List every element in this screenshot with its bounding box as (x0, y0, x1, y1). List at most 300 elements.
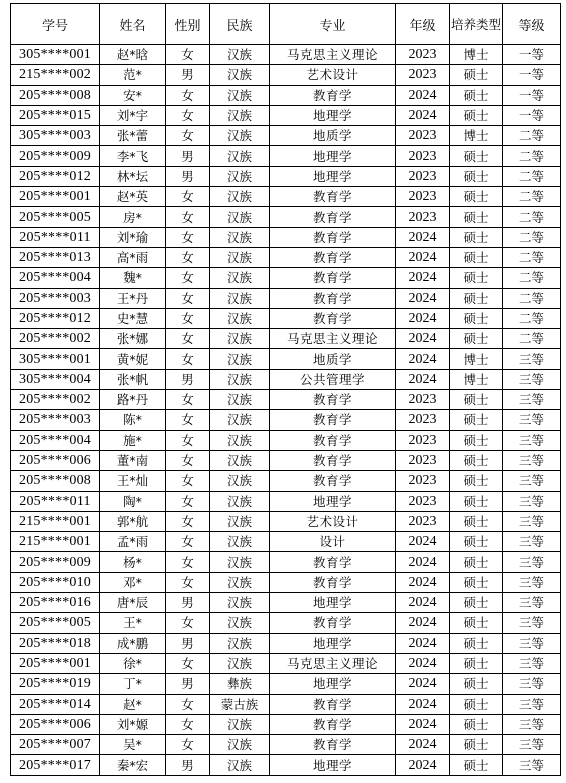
table-row (11, 714, 561, 734)
student-id-cell: 205****004 (11, 430, 100, 450)
table-row (11, 694, 561, 714)
student-id-cell: 205****008 (11, 471, 100, 491)
level-cell: 三等 (503, 653, 561, 673)
major-cell: 教育学 (270, 187, 396, 207)
table-row (11, 85, 561, 105)
major-cell: 地理学 (270, 755, 396, 775)
table-row (11, 166, 561, 186)
training-type-cell: 硕士 (450, 410, 503, 430)
ethnicity-cell: 汉族 (210, 268, 270, 288)
gender-cell: 男 (166, 369, 210, 389)
level-cell: 三等 (503, 491, 561, 511)
ethnicity-cell: 汉族 (210, 735, 270, 755)
ethnicity-cell: 汉族 (210, 633, 270, 653)
ethnicity-cell: 汉族 (210, 146, 270, 166)
ethnicity-cell: 汉族 (210, 329, 270, 349)
grade-year-cell: 2023 (396, 146, 450, 166)
grade-year-cell: 2024 (396, 552, 450, 572)
gender-cell: 女 (166, 511, 210, 531)
level-cell: 二等 (503, 227, 561, 247)
student-id-cell: 305****001 (11, 45, 100, 65)
student-id-cell: 205****003 (11, 288, 100, 308)
student-id-cell: 205****007 (11, 735, 100, 755)
level-cell: 三等 (503, 511, 561, 531)
level-cell: 三等 (503, 572, 561, 592)
name-cell: 唐*辰 (100, 593, 166, 613)
table-row (11, 430, 561, 450)
training-type-cell: 博士 (450, 369, 503, 389)
training-type-cell: 硕士 (450, 633, 503, 653)
name-cell: 丁* (100, 674, 166, 694)
table-row (11, 511, 561, 531)
header-grade-year: 年级 (396, 4, 450, 45)
table-row (11, 207, 561, 227)
level-cell: 二等 (503, 268, 561, 288)
grade-year-cell: 2024 (396, 653, 450, 673)
gender-cell: 女 (166, 410, 210, 430)
level-cell: 二等 (503, 308, 561, 328)
name-cell: 李*飞 (100, 146, 166, 166)
training-type-cell: 硕士 (450, 532, 503, 552)
table-body (11, 45, 561, 776)
ethnicity-cell: 汉族 (210, 613, 270, 633)
gender-cell: 男 (166, 593, 210, 613)
table-row (11, 45, 561, 65)
training-type-cell: 硕士 (450, 329, 503, 349)
student-id-cell: 305****001 (11, 349, 100, 369)
gender-cell: 男 (166, 674, 210, 694)
level-cell: 三等 (503, 430, 561, 450)
table-row (11, 329, 561, 349)
training-type-cell: 硕士 (450, 105, 503, 125)
header-training-type-label: 培养类型 (450, 16, 501, 32)
grade-year-cell: 2024 (396, 288, 450, 308)
gender-cell: 女 (166, 207, 210, 227)
ethnicity-cell: 汉族 (210, 166, 270, 186)
training-type-cell: 硕士 (450, 694, 503, 714)
student-id-cell: 205****001 (11, 653, 100, 673)
gender-cell: 女 (166, 45, 210, 65)
training-type-cell: 硕士 (450, 207, 503, 227)
name-cell: 刘*宇 (100, 105, 166, 125)
grade-year-cell: 2024 (396, 268, 450, 288)
name-cell: 房* (100, 207, 166, 227)
major-cell: 地理学 (270, 146, 396, 166)
name-cell: 安* (100, 85, 166, 105)
ethnicity-cell: 汉族 (210, 308, 270, 328)
grade-year-cell: 2024 (396, 613, 450, 633)
level-cell: 二等 (503, 187, 561, 207)
table-row (11, 126, 561, 146)
table-row (11, 308, 561, 328)
major-cell: 地理学 (270, 633, 396, 653)
major-cell: 教育学 (270, 450, 396, 470)
table-row (11, 674, 561, 694)
major-cell: 教育学 (270, 227, 396, 247)
name-cell: 赵*英 (100, 187, 166, 207)
training-type-cell: 硕士 (450, 491, 503, 511)
table-row (11, 532, 561, 552)
name-cell: 赵* (100, 694, 166, 714)
gender-cell: 女 (166, 268, 210, 288)
table-row (11, 410, 561, 430)
table-row (11, 735, 561, 755)
name-cell: 范* (100, 65, 166, 85)
name-cell: 董*南 (100, 450, 166, 470)
gender-cell: 女 (166, 288, 210, 308)
name-cell: 陶* (100, 491, 166, 511)
gender-cell: 男 (166, 633, 210, 653)
grade-year-cell: 2024 (396, 572, 450, 592)
table-row (11, 653, 561, 673)
level-cell: 三等 (503, 390, 561, 410)
gender-cell: 男 (166, 755, 210, 775)
student-id-cell: 215****001 (11, 532, 100, 552)
student-id-cell: 205****016 (11, 593, 100, 613)
name-cell: 黄*妮 (100, 349, 166, 369)
gender-cell: 女 (166, 308, 210, 328)
grade-year-cell: 2023 (396, 390, 450, 410)
training-type-cell: 博士 (450, 126, 503, 146)
training-type-cell: 硕士 (450, 674, 503, 694)
gender-cell: 女 (166, 85, 210, 105)
grade-year-cell: 2024 (396, 633, 450, 653)
ethnicity-cell: 汉族 (210, 65, 270, 85)
major-cell: 地理学 (270, 166, 396, 186)
grade-year-cell: 2024 (396, 755, 450, 775)
grade-year-cell: 2024 (396, 714, 450, 734)
ethnicity-cell: 汉族 (210, 430, 270, 450)
ethnicity-cell: 汉族 (210, 85, 270, 105)
training-type-cell: 硕士 (450, 471, 503, 491)
training-type-cell: 硕士 (450, 187, 503, 207)
header-ethnicity: 民族 (210, 4, 270, 45)
training-type-cell: 硕士 (450, 390, 503, 410)
grade-year-cell: 2024 (396, 735, 450, 755)
major-cell: 设计 (270, 532, 396, 552)
major-cell: 教育学 (270, 430, 396, 450)
level-cell: 三等 (503, 410, 561, 430)
gender-cell: 女 (166, 532, 210, 552)
name-cell: 成*鹏 (100, 633, 166, 653)
name-cell: 魏* (100, 268, 166, 288)
level-cell: 三等 (503, 593, 561, 613)
ethnicity-cell: 汉族 (210, 187, 270, 207)
major-cell: 马克思主义理论 (270, 653, 396, 673)
training-type-cell: 硕士 (450, 613, 503, 633)
ethnicity-cell: 汉族 (210, 450, 270, 470)
level-cell: 三等 (503, 613, 561, 633)
level-cell: 二等 (503, 166, 561, 186)
ethnicity-cell: 汉族 (210, 105, 270, 125)
grade-year-cell: 2023 (396, 166, 450, 186)
major-cell: 教育学 (270, 714, 396, 734)
header-gender: 性别 (166, 4, 210, 45)
student-id-cell: 205****001 (11, 187, 100, 207)
header-level: 等级 (503, 4, 561, 45)
grade-year-cell: 2023 (396, 430, 450, 450)
student-id-cell: 215****002 (11, 65, 100, 85)
table-row (11, 390, 561, 410)
name-cell: 路*丹 (100, 390, 166, 410)
ethnicity-cell: 汉族 (210, 511, 270, 531)
student-id-cell: 205****005 (11, 207, 100, 227)
student-id-cell: 205****004 (11, 268, 100, 288)
student-id-cell: 205****005 (11, 613, 100, 633)
training-type-cell: 硕士 (450, 308, 503, 328)
gender-cell: 女 (166, 105, 210, 125)
major-cell: 马克思主义理论 (270, 45, 396, 65)
name-cell: 郭*航 (100, 511, 166, 531)
training-type-cell: 硕士 (450, 288, 503, 308)
student-id-cell: 205****009 (11, 146, 100, 166)
major-cell: 马克思主义理论 (270, 329, 396, 349)
name-cell: 孟*雨 (100, 532, 166, 552)
ethnicity-cell: 汉族 (210, 126, 270, 146)
grade-year-cell: 2024 (396, 532, 450, 552)
major-cell: 公共管理学 (270, 369, 396, 389)
level-cell: 二等 (503, 247, 561, 267)
major-cell: 教育学 (270, 572, 396, 592)
table-row (11, 369, 561, 389)
student-id-cell: 205****011 (11, 491, 100, 511)
major-cell: 地理学 (270, 674, 396, 694)
student-id-cell: 205****009 (11, 552, 100, 572)
level-cell: 一等 (503, 85, 561, 105)
ethnicity-cell: 汉族 (210, 471, 270, 491)
student-id-cell: 205****008 (11, 85, 100, 105)
gender-cell: 女 (166, 227, 210, 247)
major-cell: 教育学 (270, 288, 396, 308)
name-cell: 王*丹 (100, 288, 166, 308)
name-cell: 刘*瑜 (100, 227, 166, 247)
grade-year-cell: 2023 (396, 471, 450, 491)
grade-year-cell: 2024 (396, 227, 450, 247)
major-cell: 教育学 (270, 735, 396, 755)
level-cell: 三等 (503, 755, 561, 775)
name-cell: 史*慧 (100, 308, 166, 328)
table-row (11, 349, 561, 369)
table-row (11, 65, 561, 85)
ethnicity-cell: 汉族 (210, 714, 270, 734)
level-cell: 二等 (503, 329, 561, 349)
level-cell: 三等 (503, 674, 561, 694)
scholarship-list (10, 3, 561, 776)
table-row (11, 247, 561, 267)
ethnicity-cell: 汉族 (210, 410, 270, 430)
ethnicity-cell: 汉族 (210, 45, 270, 65)
table-row (11, 288, 561, 308)
level-cell: 三等 (503, 450, 561, 470)
name-cell: 秦*宏 (100, 755, 166, 775)
ethnicity-cell: 汉族 (210, 653, 270, 673)
gender-cell: 男 (166, 146, 210, 166)
training-type-cell: 硕士 (450, 166, 503, 186)
training-type-cell: 硕士 (450, 593, 503, 613)
gender-cell: 女 (166, 714, 210, 734)
ethnicity-cell: 汉族 (210, 390, 270, 410)
ethnicity-cell: 汉族 (210, 227, 270, 247)
student-id-cell: 205****011 (11, 227, 100, 247)
gender-cell: 女 (166, 613, 210, 633)
level-cell: 三等 (503, 694, 561, 714)
student-id-cell: 205****014 (11, 694, 100, 714)
gender-cell: 女 (166, 329, 210, 349)
table-row (11, 572, 561, 592)
major-cell: 地理学 (270, 491, 396, 511)
ethnicity-cell: 汉族 (210, 369, 270, 389)
student-id-cell: 215****001 (11, 511, 100, 531)
ethnicity-cell: 汉族 (210, 288, 270, 308)
student-id-cell: 205****002 (11, 390, 100, 410)
ethnicity-cell: 汉族 (210, 491, 270, 511)
gender-cell: 女 (166, 430, 210, 450)
student-id-cell: 205****012 (11, 308, 100, 328)
level-cell: 二等 (503, 146, 561, 166)
table-row (11, 593, 561, 613)
ethnicity-cell: 汉族 (210, 207, 270, 227)
major-cell: 艺术设计 (270, 65, 396, 85)
level-cell: 三等 (503, 471, 561, 491)
header-student-id: 学号 (11, 4, 100, 45)
name-cell: 吴* (100, 735, 166, 755)
grade-year-cell: 2023 (396, 45, 450, 65)
table-row (11, 450, 561, 470)
major-cell: 教育学 (270, 207, 396, 227)
major-cell: 教育学 (270, 694, 396, 714)
training-type-cell: 硕士 (450, 714, 503, 734)
gender-cell: 女 (166, 450, 210, 470)
level-cell: 一等 (503, 105, 561, 125)
table-header-row (11, 4, 561, 45)
ethnicity-cell: 汉族 (210, 593, 270, 613)
student-id-cell: 205****006 (11, 714, 100, 734)
grade-year-cell: 2023 (396, 207, 450, 227)
student-id-cell: 205****013 (11, 247, 100, 267)
training-type-cell: 硕士 (450, 572, 503, 592)
ethnicity-cell: 汉族 (210, 572, 270, 592)
gender-cell: 女 (166, 694, 210, 714)
student-id-cell: 205****010 (11, 572, 100, 592)
grade-year-cell: 2024 (396, 329, 450, 349)
grade-year-cell: 2023 (396, 65, 450, 85)
grade-year-cell: 2023 (396, 491, 450, 511)
grade-year-cell: 2023 (396, 126, 450, 146)
ethnicity-cell: 汉族 (210, 755, 270, 775)
level-cell: 一等 (503, 45, 561, 65)
grade-year-cell: 2024 (396, 105, 450, 125)
name-cell: 杨* (100, 552, 166, 572)
level-cell: 二等 (503, 288, 561, 308)
name-cell: 张*娜 (100, 329, 166, 349)
table-row (11, 187, 561, 207)
major-cell: 教育学 (270, 85, 396, 105)
major-cell: 教育学 (270, 613, 396, 633)
ethnicity-cell: 汉族 (210, 247, 270, 267)
major-cell: 教育学 (270, 410, 396, 430)
level-cell: 三等 (503, 735, 561, 755)
level-cell: 三等 (503, 714, 561, 734)
grade-year-cell: 2023 (396, 410, 450, 430)
training-type-cell: 硕士 (450, 755, 503, 775)
level-cell: 三等 (503, 349, 561, 369)
grade-year-cell: 2024 (396, 593, 450, 613)
student-id-cell: 205****019 (11, 674, 100, 694)
major-cell: 艺术设计 (270, 511, 396, 531)
student-id-cell: 205****006 (11, 450, 100, 470)
name-cell: 高*雨 (100, 247, 166, 267)
training-type-cell: 硕士 (450, 85, 503, 105)
gender-cell: 男 (166, 166, 210, 186)
gender-cell: 女 (166, 572, 210, 592)
training-type-cell: 硕士 (450, 430, 503, 450)
gender-cell: 女 (166, 187, 210, 207)
name-cell: 张*帆 (100, 369, 166, 389)
major-cell: 教育学 (270, 471, 396, 491)
grade-year-cell: 2024 (396, 694, 450, 714)
table-row (11, 613, 561, 633)
table-row (11, 146, 561, 166)
major-cell: 教育学 (270, 390, 396, 410)
table-row (11, 471, 561, 491)
level-cell: 三等 (503, 532, 561, 552)
major-cell: 教育学 (270, 268, 396, 288)
training-type-cell: 硕士 (450, 653, 503, 673)
name-cell: 施* (100, 430, 166, 450)
student-table (10, 3, 561, 776)
level-cell: 一等 (503, 65, 561, 85)
name-cell: 王* (100, 613, 166, 633)
training-type-cell: 硕士 (450, 268, 503, 288)
major-cell: 地质学 (270, 126, 396, 146)
major-cell: 教育学 (270, 552, 396, 572)
student-id-cell: 305****004 (11, 369, 100, 389)
gender-cell: 女 (166, 491, 210, 511)
gender-cell: 男 (166, 65, 210, 85)
table-row (11, 755, 561, 775)
level-cell: 二等 (503, 126, 561, 146)
major-cell: 教育学 (270, 308, 396, 328)
ethnicity-cell: 汉族 (210, 552, 270, 572)
grade-year-cell: 2023 (396, 450, 450, 470)
level-cell: 三等 (503, 552, 561, 572)
name-cell: 徐* (100, 653, 166, 673)
header-name: 姓名 (100, 4, 166, 45)
gender-cell: 女 (166, 349, 210, 369)
name-cell: 王*灿 (100, 471, 166, 491)
name-cell: 张*蕾 (100, 126, 166, 146)
header-training-type (450, 4, 503, 45)
training-type-cell: 博士 (450, 45, 503, 65)
table-row (11, 491, 561, 511)
gender-cell: 女 (166, 471, 210, 491)
grade-year-cell: 2024 (396, 674, 450, 694)
training-type-cell: 硕士 (450, 146, 503, 166)
name-cell: 邓* (100, 572, 166, 592)
level-cell: 三等 (503, 369, 561, 389)
major-cell: 地理学 (270, 593, 396, 613)
gender-cell: 女 (166, 735, 210, 755)
gender-cell: 女 (166, 247, 210, 267)
major-cell: 地理学 (270, 105, 396, 125)
grade-year-cell: 2024 (396, 85, 450, 105)
table-row (11, 105, 561, 125)
header-major: 专业 (270, 4, 396, 45)
level-cell: 三等 (503, 633, 561, 653)
training-type-cell: 硕士 (450, 735, 503, 755)
gender-cell: 女 (166, 653, 210, 673)
ethnicity-cell: 汉族 (210, 532, 270, 552)
